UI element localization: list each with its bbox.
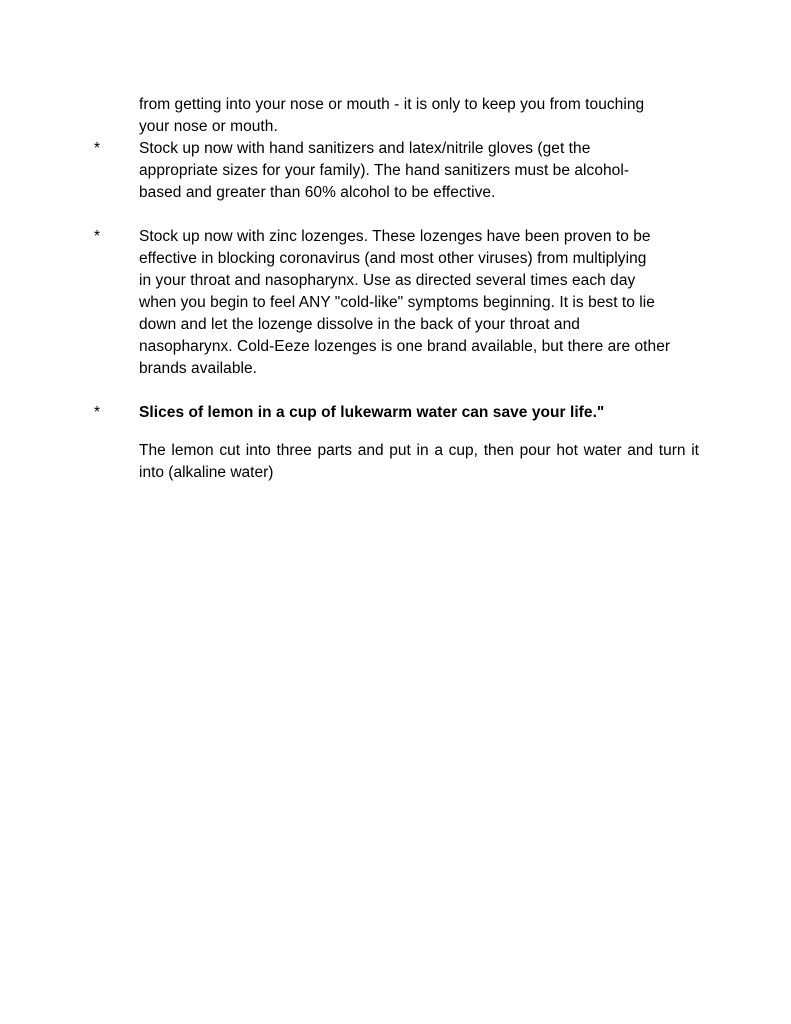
- zinc-line-3: in your throat and nasopharynx. Use as directed several times each day: [139, 272, 636, 289]
- lemon-heading: Slices of lemon in a cup of lukewarm water can save your life.": [139, 404, 605, 421]
- bullet-item-lemon: [139, 402, 704, 424]
- sanitizers-line-3: based and greater than 60% alcohol to be effective.: [139, 184, 496, 201]
- sanitizers-line-1: Stock up now with hand sanitizers and latex/nitrile gloves (get the: [139, 140, 591, 157]
- bullet-item-zinc: [139, 226, 704, 380]
- zinc-line-1: Stock up now with zinc lozenges. These lozenges have been proven to be: [139, 228, 651, 245]
- bullet-marker-zinc: *: [94, 228, 101, 245]
- carryover-line-2: your nose or mouth.: [139, 118, 278, 135]
- zinc-line-7: brands available.: [139, 360, 258, 377]
- zinc-line-6: nasopharynx. Cold-Eeze lozenges is one brand available, but there are other: [139, 338, 671, 355]
- carryover-line-1: from getting into your nose or mouth - it is only to keep you from touching: [139, 96, 645, 113]
- zinc-line-2: effective in blocking coronavirus (and most other viruses) from multiplying: [139, 250, 647, 267]
- carryover-paragraph: [139, 94, 704, 138]
- bullet-item-sanitizers: [139, 138, 704, 204]
- zinc-line-5: down and let the lozenge dissolve in the back of your throat and: [139, 316, 580, 333]
- zinc-line-4: when you begin to feel ANY "cold-like" symptoms beginning. It is best to lie: [139, 294, 655, 311]
- lemon-note-paragraph: The lemon cut into three parts and put in a cup, then pour hot water and turn it into (alkaline water): [139, 442, 699, 481]
- bullet-marker-sanitizers: *: [94, 140, 101, 157]
- bullet-marker-lemon: *: [94, 404, 101, 421]
- sanitizers-line-2: appropriate sizes for your family). The hand sanitizers must be alcohol-: [139, 162, 630, 179]
